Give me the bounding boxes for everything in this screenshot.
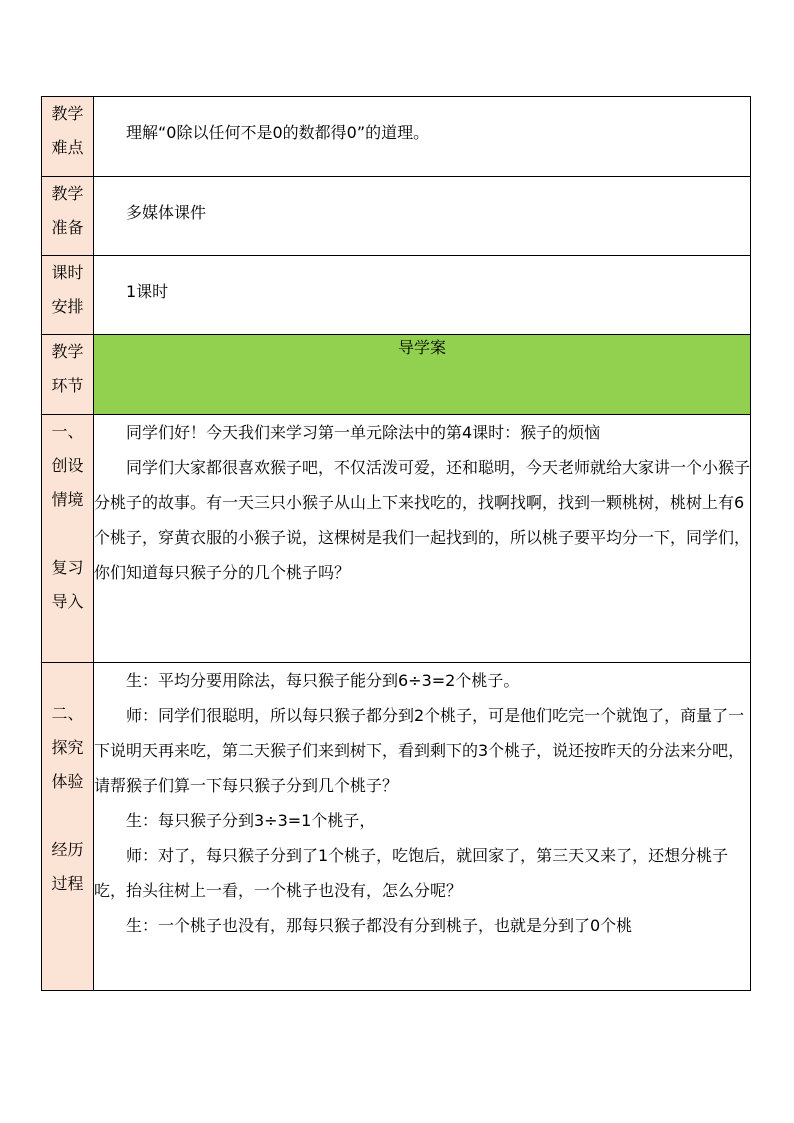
content-section-1	[94, 415, 751, 663]
label-section-2: 二、 探究 体验 经历 过程	[42, 663, 94, 991]
paragraph: 生：平均分要用除法，每只猴子能分到6÷3=2个桃子。	[126, 671, 520, 690]
lesson-plan-sheet	[41, 96, 751, 991]
label-stage: 教学 环节	[42, 335, 94, 415]
guide-header: 导学案	[94, 335, 751, 415]
label-difficulty: 教学 难点	[42, 97, 94, 177]
paragraph: 生：一个桃子也没有，那每只猴子都没有分到桃子，也就是分到了0个桃	[126, 916, 633, 935]
paragraph: 同学们大家都很喜欢猴子吧，不仅活泼可爱，还和聪明，今天老师就给大家讲一个小猴子分桃子的故事。有一天三只小猴子从山上下来找吃的，找啊找啊，找到一颗桃树，桃树上有6个桃子，穿黄衣服的小猴子说，这棵树是我们一起找到的，所以桃子要平均分一下，同学们，你们知道每只猴子分的几个桃子吗？	[94, 458, 751, 582]
row-schedule	[42, 256, 751, 335]
row-section-2	[42, 663, 751, 991]
row-difficulty	[42, 97, 751, 177]
row-section-1	[42, 415, 751, 663]
paragraph: 师：同学们很聪明，所以每只猴子都分到2个桃子，可是他们吃完一个就饱了，商量了一下说明天再来吃，第二天猴子们来到树下，看到剩下的3个桃子，说还按昨天的分法来分吧，请帮猴子们算一下每只猴子分到几个桃子？	[94, 706, 745, 795]
label-preparation: 教学 准备	[42, 177, 94, 256]
paragraph: 同学们好！今天我们来学习第一单元除法中的第4课时：猴子的烦恼	[126, 423, 601, 442]
content-section-2	[94, 663, 751, 991]
label-section-1: 一、 创设 情境 复习 导入	[42, 415, 94, 663]
content-schedule: 1课时	[94, 256, 751, 335]
content-preparation: 多媒体课件	[94, 177, 751, 256]
paragraph: 生：每只猴子分到3÷3=1个桃子，	[126, 811, 376, 830]
lesson-plan-table	[41, 96, 751, 991]
paragraph: 师：对了，每只猴子分到了1个桃子，吃饱后，就回家了，第三天又来了，还想分桃子吃，抬头往树上一看，一个桃子也没有，怎么分呢？	[94, 846, 729, 900]
content-difficulty: 理解“0除以任何不是0的数都得0”的道理。	[94, 97, 751, 177]
label-schedule: 课时 安排	[42, 256, 94, 335]
row-preparation	[42, 177, 751, 256]
row-stage-header	[42, 335, 751, 415]
